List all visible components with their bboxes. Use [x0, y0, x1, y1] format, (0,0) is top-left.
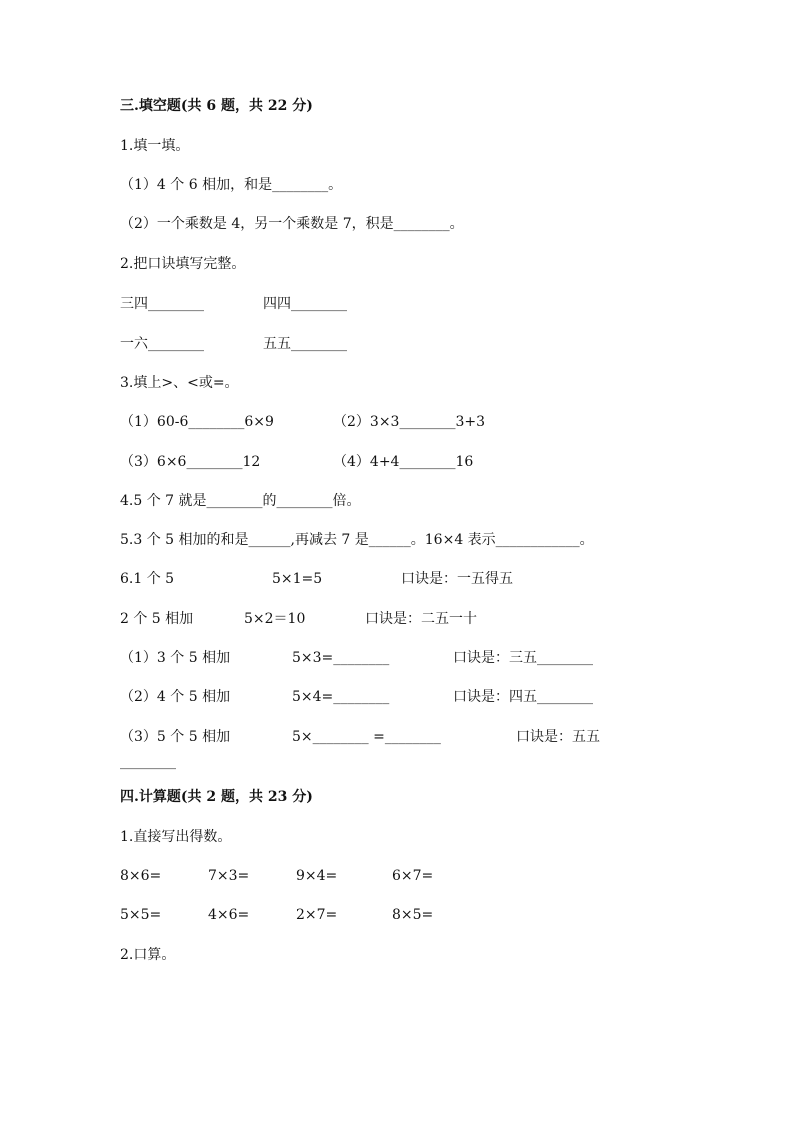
q3-r2c1: （3）6×6________12 — [120, 454, 261, 470]
q6-r1c1: 6.1 个 5 — [120, 571, 175, 587]
q2-r2c1: 一六________ — [120, 336, 204, 352]
q6-r2c2: 5×2＝10 — [244, 611, 306, 627]
q1-item1: （1）4 个 6 相加，和是________。 — [120, 177, 343, 193]
calc-r2-2: 4×6= — [208, 907, 250, 923]
q6-r1c2: 5×1=5 — [272, 571, 323, 587]
q2-r2c2: 五五________ — [263, 336, 347, 352]
q4-text: 4.5 个 7 就是________的________倍。 — [120, 493, 361, 509]
q1-title: 1.填一填。 — [120, 138, 190, 154]
q6-r5c2: 5×________ =________ — [292, 729, 441, 745]
q6-r5c3: 口诀是：五五 — [516, 729, 600, 745]
q2-title: 2.把口诀填写完整。 — [120, 256, 246, 272]
q6-r5-continuation: ________ — [120, 754, 176, 770]
calc-r1-3: 9×4= — [296, 868, 338, 884]
q6-r3c2: 5×3=________ — [292, 650, 390, 666]
calc-r1-4: 6×7= — [392, 868, 434, 884]
calc-r1-1: 8×6= — [120, 868, 162, 884]
q1-item2: （2）一个乘数是 4，另一个乘数是 7，积是________。 — [120, 216, 464, 232]
q6-r4c3: 口诀是：四五________ — [453, 689, 593, 705]
q2-r1c2: 四四________ — [263, 296, 347, 312]
q3-r1c2: （2）3×3________3+3 — [333, 414, 485, 430]
q6-r5c1: （3）5 个 5 相加 — [120, 729, 231, 745]
q3-r1c1: （1）60-6________6×9 — [120, 414, 274, 430]
section4-heading: 四.计算题(共 2 题，共 23 分) — [120, 789, 313, 805]
q6-r2c1: 2 个 5 相加 — [120, 611, 194, 627]
q2-r1c1: 三四________ — [120, 296, 204, 312]
calc-r1-2: 7×3= — [208, 868, 250, 884]
section3-heading: 三.填空题(共 6 题，共 22 分) — [120, 98, 313, 114]
q6-r3c1: （1）3 个 5 相加 — [120, 650, 231, 666]
calc-r2-4: 8×5= — [392, 907, 434, 923]
q6-r1c3: 口诀是：一五得五 — [401, 571, 513, 587]
s4-q2-title: 2.口算。 — [120, 947, 176, 963]
calc-r2-1: 5×5= — [120, 907, 162, 923]
calc-r2-3: 2×7= — [296, 907, 338, 923]
q6-r2c3: 口诀是：二五一十 — [365, 611, 477, 627]
q6-r4c2: 5×4=________ — [292, 689, 390, 705]
q6-r3c3: 口诀是：三五________ — [453, 650, 593, 666]
q3-title: 3.填上>、<或=。 — [120, 375, 239, 391]
q3-r2c2: （4）4+4________16 — [333, 454, 474, 470]
s4-q1-title: 1.直接写出得数。 — [120, 829, 232, 845]
q5-text: 5.3 个 5 相加的和是______,再减去 7 是______。16×4 表示____________。 — [120, 532, 594, 548]
q6-r4c1: （2）4 个 5 相加 — [120, 689, 231, 705]
